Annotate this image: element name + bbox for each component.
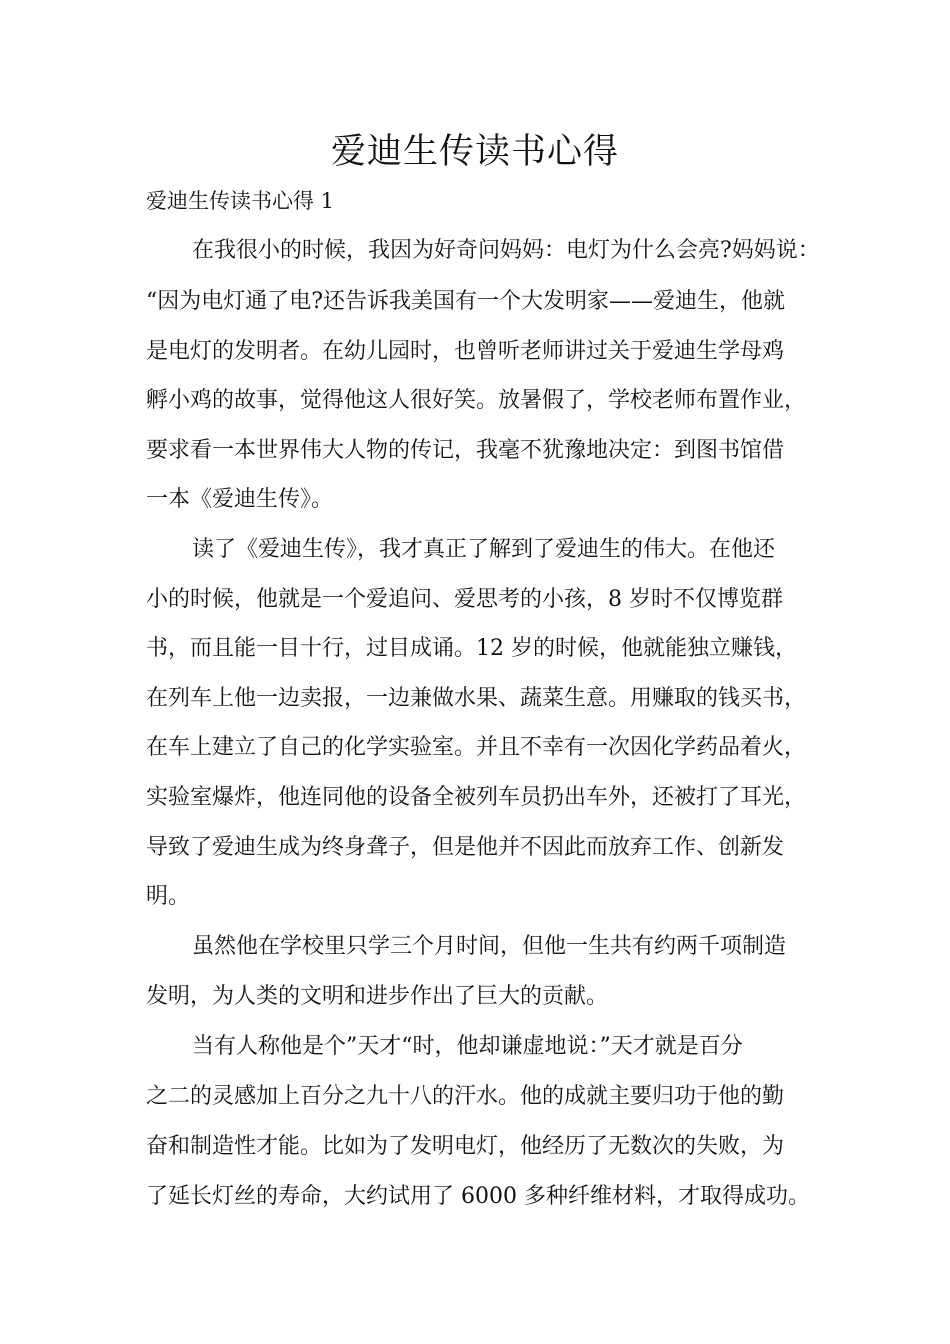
paragraph-3-line-2: 发明，为人类的文明和进步作出了巨大的贡献。: [146, 984, 609, 1009]
paragraph-3-line-1: 虽然他在学校里只学三个月时间，但他一生共有约两千项制造: [192, 934, 787, 959]
paragraph-2-line-2: 小的时候，他就是一个爱追问、爱思考的小孩，8 岁时不仅博览群: [146, 587, 783, 612]
paragraph-2-line-8: 明。: [146, 884, 191, 909]
paragraph-1-line-4: 孵小鸡的故事，觉得他这人很好笑。放暑假了，学校老师布置作业，: [146, 388, 807, 413]
paragraph-1-line-3: 是电灯的发明者。在幼儿园时，也曾听老师讲过关于爱迪生学母鸡: [146, 339, 785, 364]
paragraph-4-line-1: 当有人称他是个”天才“时，他却谦虚地说：”天才就是百分: [192, 1034, 743, 1059]
paragraph-2-line-4: 在列车上他一边卖报，一边兼做水果、蔬菜生意。用赚取的钱买书，: [146, 686, 807, 711]
paragraph-4-line-4: 了延长灯丝的寿命，大约试用了 6000 多种纤维材料，才取得成功。: [146, 1184, 810, 1209]
paragraph-4-line-2: 之二的灵感加上百分之九十八的汗水。他的成就主要归功于他的勤: [146, 1084, 785, 1109]
paragraph-1-line-5: 要求看一本世界伟大人物的传记，我毫不犹豫地决定：到图书馆借: [146, 438, 785, 463]
paragraph-4-line-3: 奋和制造性才能。比如为了发明电灯，他经历了无数次的失败，为: [146, 1134, 785, 1159]
paragraph-2-line-7: 导致了爱迪生成为终身聋子，但是他并不因此而放弃工作、创新发: [146, 835, 785, 860]
paragraph-2-line-3: 书，而且能一目十行，过目成诵。12 岁的时候，他就能独立赚钱，: [146, 636, 797, 661]
document-title: 爱迪生传读书心得: [330, 132, 619, 172]
paragraph-2-line-6: 实验室爆炸，他连同他的设备全被列车员扔出车外，还被打了耳光，: [146, 785, 807, 810]
paragraph-2-line-5: 在车上建立了自己的化学实验室。并且不幸有一次因化学药品着火，: [146, 735, 807, 760]
paragraph-1-line-1: 在我很小的时候，我因为好奇问妈妈：电灯为什么会亮?妈妈说：: [192, 238, 820, 263]
paragraph-1-line-2: “因为电灯通了电?还告诉我美国有一个大发明家——爱迪生，他就: [146, 289, 786, 314]
paragraph-2-line-1: 读了《爱迪生传》，我才真正了解到了爱迪生的伟大。在他还: [192, 537, 776, 562]
document-subtitle: 爱迪生传读书心得 1: [146, 189, 335, 213]
paragraph-1-line-6: 一本《爱迪生传》。: [146, 487, 334, 512]
